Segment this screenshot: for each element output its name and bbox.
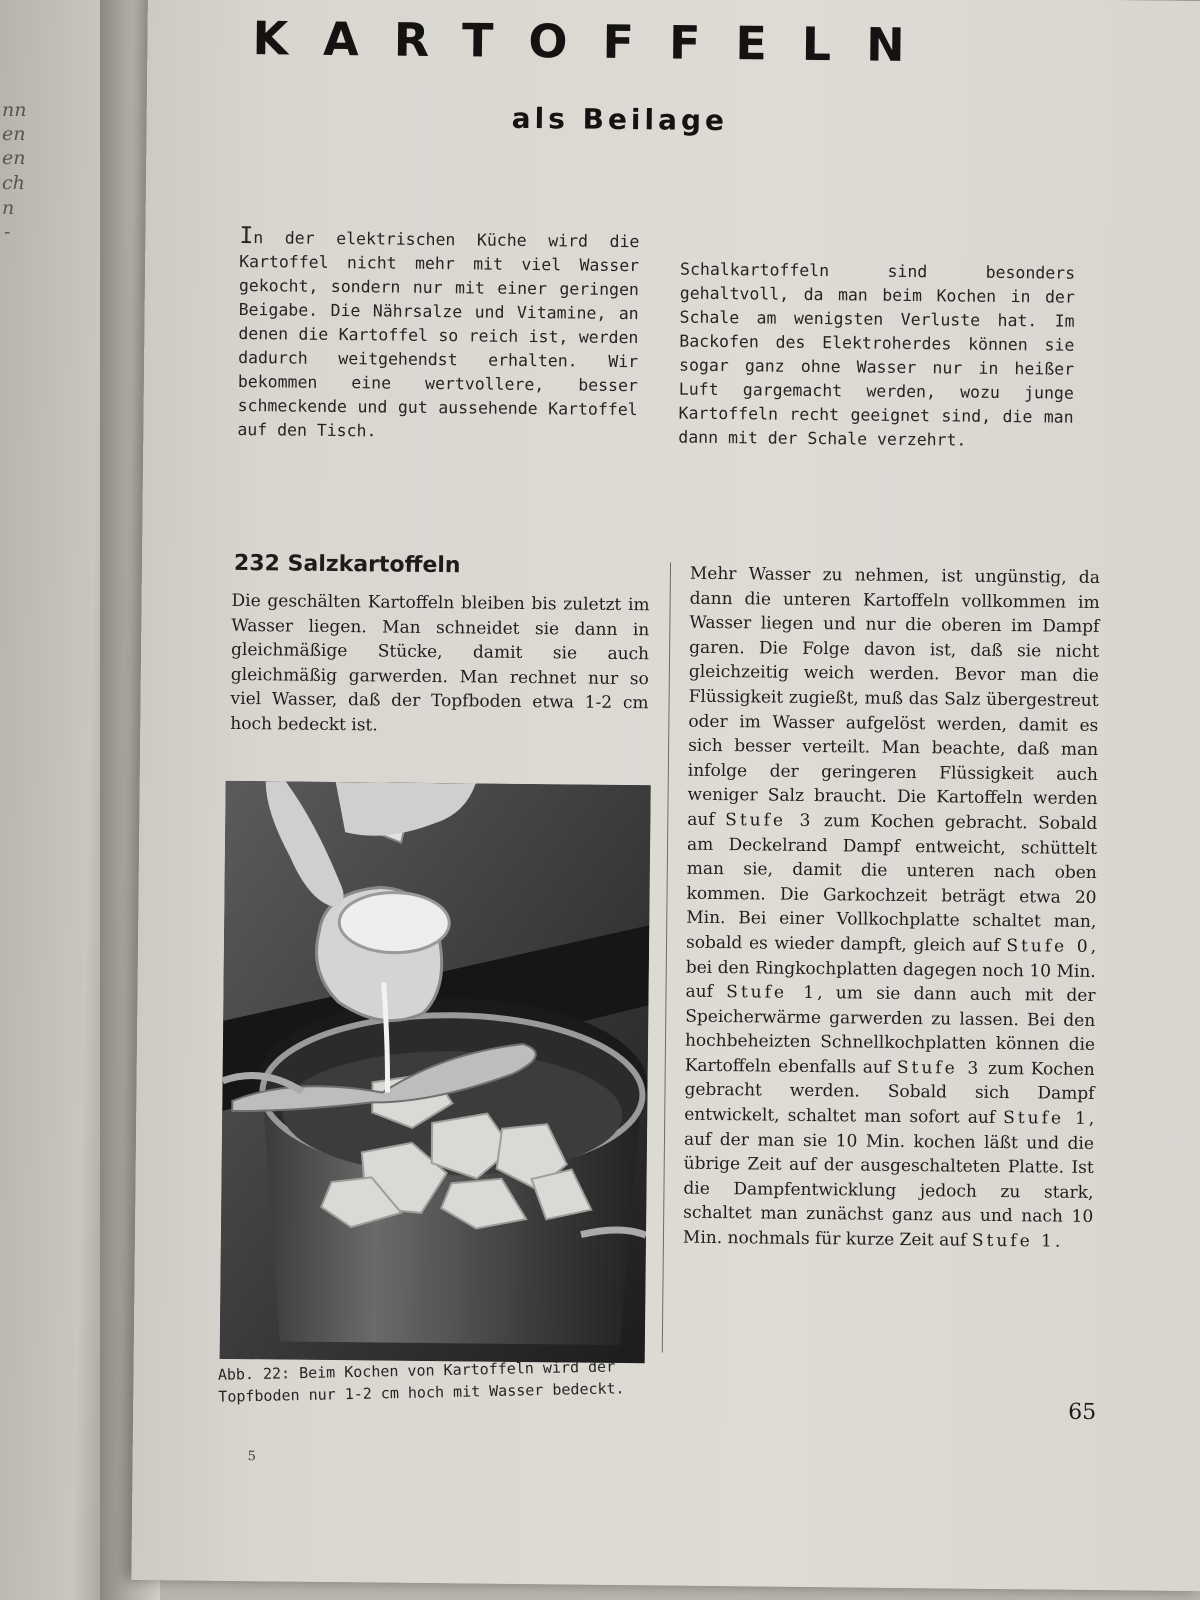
previous-page-fragment: n [2, 197, 15, 219]
figure-photo [220, 781, 651, 1363]
recipe-text-right [683, 562, 1100, 1255]
previous-page-fragment: nn [2, 99, 27, 121]
setting-level: Stufe 3 [896, 1057, 982, 1079]
signature-mark: 5 [247, 1449, 257, 1465]
drop-cap: I [239, 222, 254, 250]
recipe-name: Salzkartoffeln [287, 551, 461, 579]
setting-level: Stufe 1 [1003, 1108, 1089, 1129]
figure-caption [218, 1355, 659, 1408]
page-number: 65 [1068, 1399, 1097, 1426]
previous-page-fragment: en [2, 147, 26, 169]
previous-page-fragment: - [4, 221, 11, 243]
recipe-number: 232 [233, 550, 281, 577]
recipe-text-left: Die geschälten Kartoffeln bleiben bis zuletzt im Wasser liegen. Man schneidet sie dann in gleichmäßige Stücke, damit sie auch gleichmäßig garwerden. Man rechnet nur so viel Wasser, daß der Topfboden etwa 1-2 cm hoch bedeckt ist. [230, 590, 650, 736]
text-run: Mehr Wasser zu nehmen, ist ungünstig, da dann die unteren Kartoffeln vollkommen im Wasser liegen und nur die oberen im Dampf garen. Die Folge davon ist, daß sie nicht gleichzeitig weich werden. Bevor man die Flüssigkeit zugießt, muß das Salz übergestreut oder im Wasser aufgelöst werden, damit es sich besser verteilt. Man beachte, daß man infolge der geringeren Flüssigkeit auch weniger Salz braucht. Die Kartoffeln werden auf [687, 563, 1100, 831]
intro-left-text: n der elektrischen Küche wird die Kartoffel nicht mehr mit viel Wasser gekocht, sondern nur mit einer geringen Beigabe. Die Nährsalze und Vitamine, an denen die Kartoffel so reich ist, werden dadurch weitgehendst erhalten. Wir bekommen eine wertvollere, besser schmeckende und gut aussehende Kartoffel auf den Tisch. [237, 228, 640, 441]
page-subtitle: als Beilage [511, 101, 729, 138]
previous-page-fragment: en [2, 123, 26, 145]
page-title: KARTOFFELN [252, 11, 940, 73]
intro-left-column [237, 224, 639, 446]
column-divider [662, 562, 671, 1352]
recipe-heading [234, 551, 461, 578]
text-run: , auf der man sie 10 Min. kochen läßt und die übrige Zeit auf der ausgeschalteten Platte. Ist die Dampfentwicklung jedoch zu stark, schaltet man zunächst ganz aus und nach 10 Min. nochmals für kurze Zeit auf [682, 1108, 1095, 1251]
caption-line: Abb. 22: Beim Kochen von Kartoffeln wird der [217, 1357, 616, 1384]
setting-level: Stufe 0 [1006, 935, 1091, 957]
pot-photo-illustration [220, 781, 651, 1363]
setting-level: Stufe 1 [971, 1230, 1056, 1252]
setting-level: Stufe 1 [726, 982, 818, 1004]
text-run: , bei den Ringkochplatten dagegen noch 10 Min. auf [685, 936, 1097, 1003]
previous-page-fragment: ch [2, 172, 25, 194]
text-run: . [1054, 1231, 1061, 1252]
text-run: zum Kochen gebracht werden. Sobald sich Dampf entwickelt, schaltet man sofort auf [684, 1058, 1095, 1129]
intro-right-column: Schalkartoffeln sind besonders gehaltvoll, da man beim Kochen in der Schale am wenigsten Verluste hat. Im Backofen des Elektroherdes können sie sogar ganz ohne Wasser nur in heißer Luft gargemacht werden, wozu junge Kartoffeln recht geeignet sind, die man dann mit der Schale verzehrt. [678, 259, 1076, 450]
text-run: , um sie dann auch mit der Speicherwärme garwerden zu lassen. Bei den hochbeheizten Schnellkochplatten können die Kartoffeln ebenfalls auf [684, 983, 1096, 1078]
book-page [131, 0, 1200, 1591]
text-run: zum Kochen gebracht. Sobald am Deckelrand Dampf entweicht, schüttelt man sie, damit die unteren nach oben kommen. Die Garkochzeit beträgt etwa 20 Min. Bei einer Vollkochplatte schaltet man, sobald es wieder dampft, gleich auf [685, 810, 1098, 956]
caption-line: Topfboden nur 1-2 cm hoch mit Wasser bedeckt. [218, 1379, 625, 1406]
setting-level: Stufe 3 [725, 810, 814, 831]
